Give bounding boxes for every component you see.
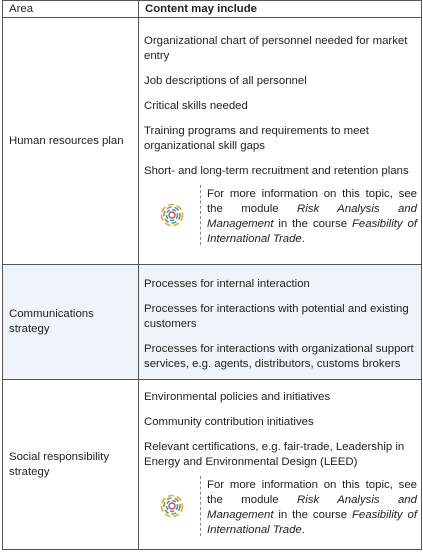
note-text: For more information on this topic, see the module Risk Analysis and Management in the course Feasibility of International Trade. <box>207 187 417 245</box>
info-note <box>144 187 417 247</box>
area-label: Human resources plan <box>9 134 124 147</box>
content-cell <box>139 380 422 550</box>
content-cell <box>139 265 422 380</box>
list-item: Community contribution initiatives <box>144 415 314 428</box>
info-note <box>144 478 417 538</box>
list-item: Critical skills needed <box>144 99 248 112</box>
area-label: Communications strategy <box>9 308 94 335</box>
area-cell <box>3 380 139 550</box>
content-table <box>2 0 422 550</box>
area-header: Area <box>3 1 139 18</box>
area-cell <box>3 18 139 265</box>
module-name: Risk Analysis and Management <box>207 202 417 230</box>
list-item: Short- and long-term recruitment and retention plans <box>144 164 409 177</box>
list-item: Training programs and requirements to meet organizational skill gaps <box>144 124 369 152</box>
table-row-human-resources <box>3 18 422 265</box>
list-item: Environmental policies and initiatives <box>144 390 331 403</box>
note-divider <box>200 185 201 245</box>
note-divider <box>200 476 201 536</box>
table-row-communications <box>3 265 422 380</box>
content-header: Content may include <box>139 1 422 18</box>
table-header-row <box>3 1 422 18</box>
info-ring-icon <box>144 187 200 243</box>
module-name: Risk Analysis and Management <box>207 493 417 521</box>
list-item: Organizational chart of personnel needed for market entry <box>144 34 408 62</box>
course-name: Feasibility of International Trade <box>207 508 417 536</box>
note-text: For more information on this topic, see the module Risk Analysis and Management in the course Feasibility of International Trade. <box>207 478 417 536</box>
list-item: Processes for internal interaction <box>144 277 310 290</box>
list-item: Processes for interactions with organizational support services, e.g. agents, distributors, customs brokers <box>144 342 414 370</box>
content-cell <box>139 18 422 265</box>
list-item: Job descriptions of all personnel <box>144 74 307 87</box>
list-item: Relevant certifications, e.g. fair-trade, Leadership in Energy and Environmental Design (LEED) <box>144 440 405 468</box>
area-label: Social responsibility strategy <box>9 450 110 478</box>
list-item: Processes for interactions with potential and existing customers <box>144 302 409 330</box>
table-row-social-responsibility <box>3 380 422 550</box>
course-name: Feasibility of International Trade <box>207 217 417 245</box>
area-cell <box>3 265 139 380</box>
info-ring-icon <box>144 478 200 534</box>
